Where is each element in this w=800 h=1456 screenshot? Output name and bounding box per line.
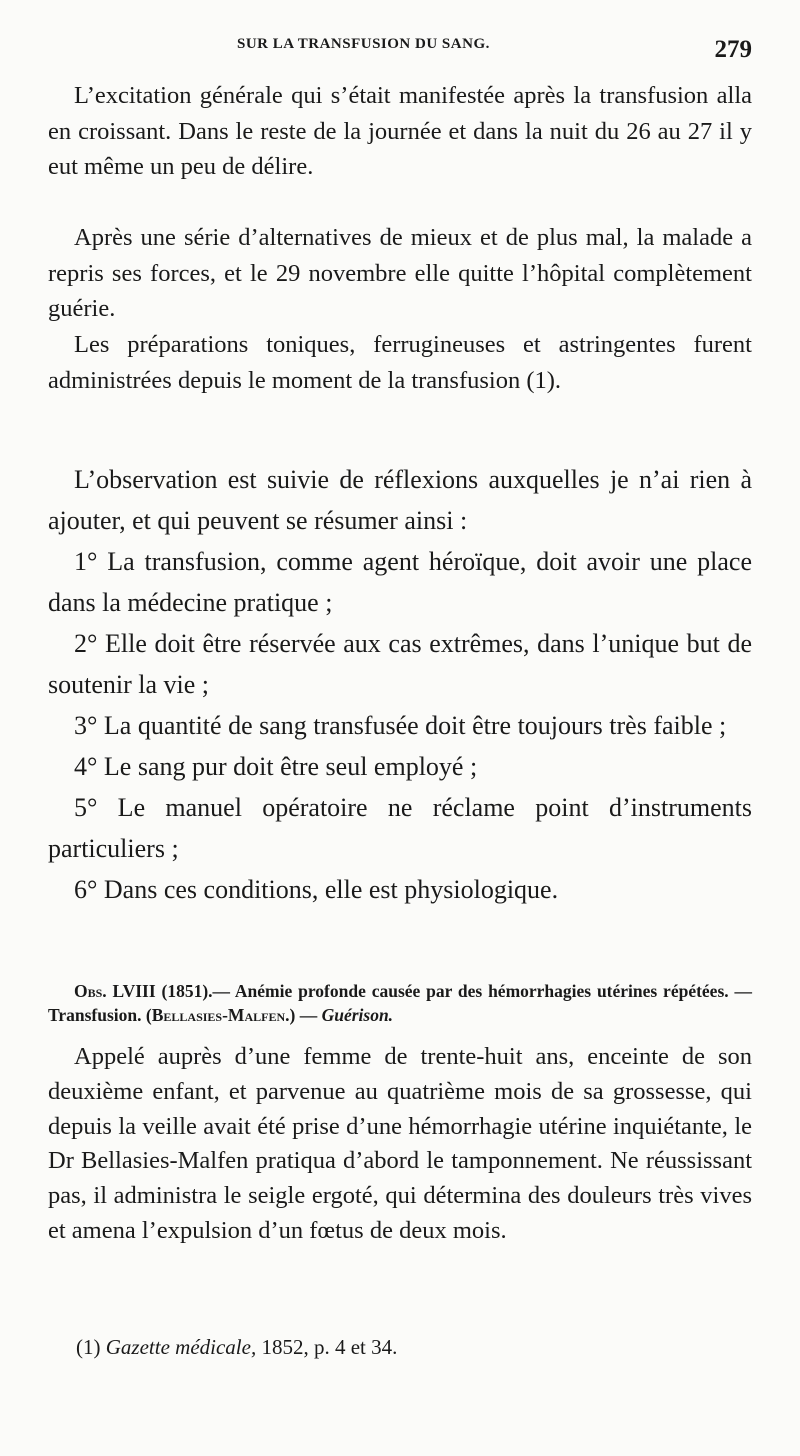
conclusion-item: 4° Le sang pur doit être seul employé ; [74,752,478,781]
paragraph-text: Appelé auprès d’une femme de trente-huit ans, enceinte de son deuxième enfant, et parvenue au quatrième mois de sa grossesse, qui depuis la veille avait été prise d’une hémorrhagie utérine inquiétante, le Dr Bellasies-Malfen pratiqua d’abord le tamponnement. Ne réussissant pas, il administra le seigle ergoté, qui détermina des douleurs très vives et amena l’expulsion d’un fœtus de deux mois. [48,1043,752,1244]
paragraph-end: . [554,366,562,394]
observation-outcome: Guérison. [321,1005,394,1025]
conclusion-item: 1° La transfusion, comme agent héroïque, doit avoir une place dans la médecine pratique ; [48,547,752,617]
paragraph-text [48,327,752,398]
observation-separator: .) — [285,1005,322,1025]
observation-author: Bellasies-Malfen [151,1005,286,1025]
conclusion-item: 6° Dans ces conditions, elle est physiologique. [74,875,559,904]
paragraph-text: Après une série d’alternatives de mieux et de plus mal, la malade a repris ses forces, et le 29 novembre elle quitte l’hôpital complètement guérie. [48,224,752,322]
paragraph-text: L’excitation générale qui s’était manifestée après la transfusion alla en croissant. Dans le reste de la journée et dans la nuit du 26 au 27 il y eut même un peu de délire. [48,82,752,180]
conclusion-item: 5° Le manuel opératoire ne réclame point d’instruments particuliers ; [48,793,752,863]
running-title: SUR LA TRANSFUSION DU SANG. [237,36,490,52]
paragraph-text: L’observation est suivie de réflexions auxquelles je n’ai rien à ajouter, et qui peuvent se résumer ainsi : [48,465,752,535]
conclusions-list [48,541,752,910]
observation-label: Obs. LVIII [74,981,156,1001]
footnote-reference-detail: 1852, p. 4 et 34. [256,1335,398,1359]
paragraph-treatment [48,327,752,398]
observation-title [48,979,752,1027]
paragraph-excitation [48,78,752,185]
footnote-reference[interactable]: (1) [526,366,555,394]
footnote-text [48,1333,752,1361]
paragraph-reflections [48,459,752,541]
observation-summary: (1851).— Anémie profonde causée par des hémorrhagies utérines répétées. — Transfusion. ( [48,981,752,1025]
paragraph-recovery [48,220,752,327]
footnote-source: Gazette médicale, [105,1335,257,1359]
observation-heading [48,979,752,1027]
conclusion-item: 2° Elle doit être réservée aux cas extrêmes, dans l’unique but de soutenir la vie ; [48,629,752,699]
paragraph-body: Les préparations toniques, ferrugineuses et astringentes furent administrées depuis le moment de la transfusion [48,331,752,394]
footnote-marker: (1) [76,1335,101,1359]
paragraph-case [48,1040,752,1249]
page-number: 279 [714,36,752,63]
conclusion-item: 3° La quantité de sang transfusée doit être toujours très faible ; [74,711,727,740]
footnote [48,1333,752,1361]
